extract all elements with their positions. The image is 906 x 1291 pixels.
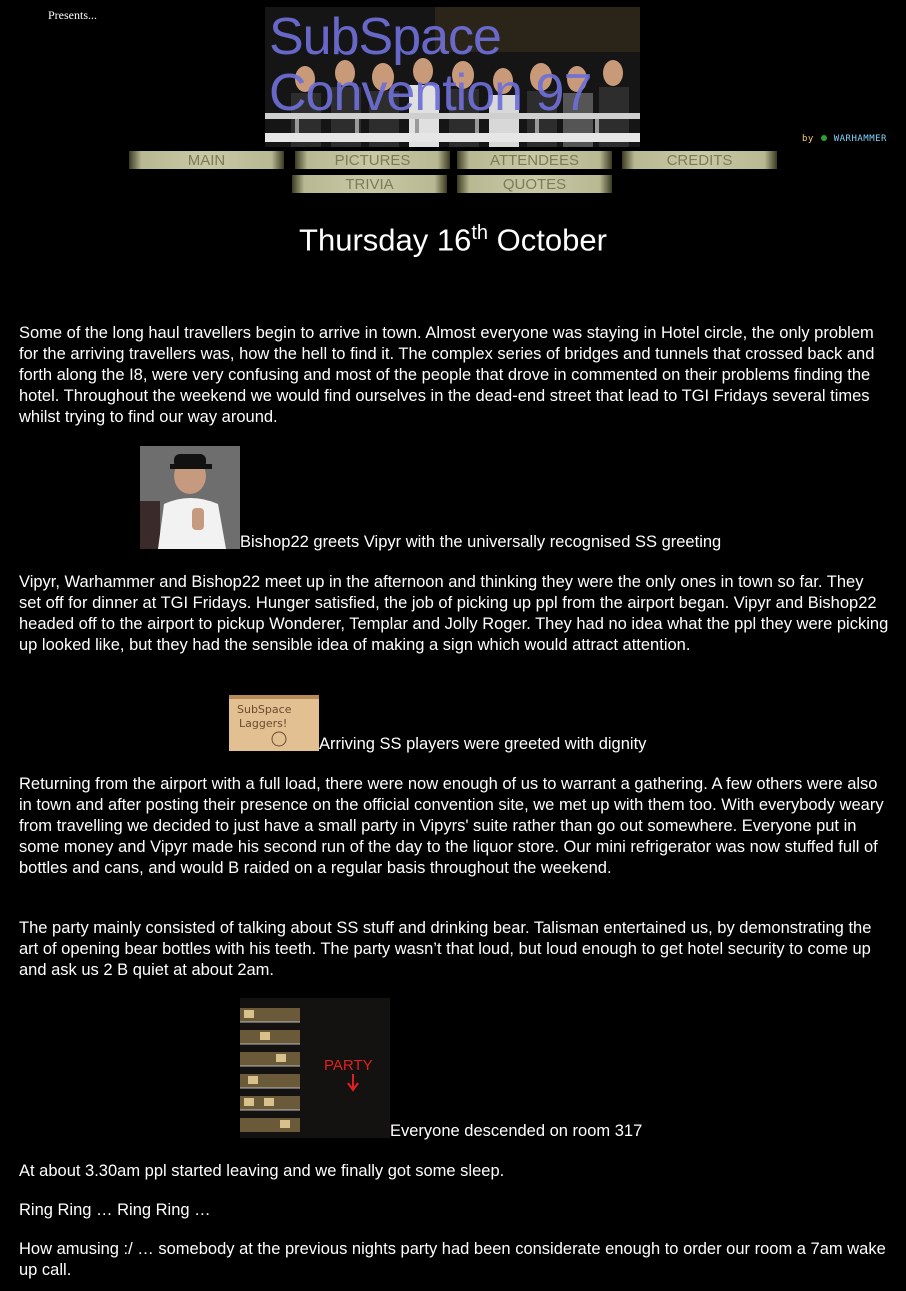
paragraph-party: The party mainly consisted of talking about SS stuff and drinking bear. Talisman entertained us, by demonstrating the art of opening bear bottles with his teeth. The party wasn’t that loud, but loud enough to get hotel security to come up and ask us 2 B quiet at about 2am. (19, 919, 872, 979)
nav-credits-button[interactable]: CREDITS (622, 151, 777, 169)
paragraph-ring: Ring Ring … Ring Ring … (19, 1201, 211, 1219)
banner-title-line1: SubSpace (269, 8, 501, 66)
palm-icon (821, 135, 827, 141)
caption-sign: Arriving SS players were greeted with dignity (319, 735, 647, 753)
caption-hotel: Everyone descended on room 317 (390, 1122, 643, 1140)
sign-text-line1: SubSpace (237, 703, 292, 716)
party-sign-text: PARTY (324, 1057, 373, 1074)
page-title-suffix: th (471, 222, 489, 244)
hotel-image (240, 998, 390, 1138)
banner-title (269, 9, 591, 121)
sign-text-line2: Laggers! (239, 717, 288, 730)
paragraph-gathering: Returning from the airport with a full load, there were now enough of us to warrant a gathering. A few others were also in town and after posting their presence on the official convention site, we met up with them too. With everybody weary from travelling we decided to just have a small party in Vipyrs' suite rather than go out somewhere. Everyone put in some money and Vipyr made his second run of the day to the liquor store. Our mini refrigerator was now stuffed full of bottles and cans, and would B raided on a regular basis throughout the weekend. (19, 775, 884, 877)
paragraph-wakeup: How amusing :/ … somebody at the previous nights party had been considerate enough to order our room a 7am wake up call. (19, 1240, 886, 1279)
bishop22-photo[interactable] (140, 446, 240, 549)
hotel-photo[interactable] (240, 998, 390, 1138)
nav-trivia-button[interactable]: TRIVIA (292, 175, 447, 193)
by-label: by (802, 134, 814, 144)
banner-title-line2: Convention 97 (269, 64, 592, 122)
nav-pictures-button[interactable]: PICTURES (295, 151, 450, 169)
paragraph-sleep: At about 3.30am ppl started leaving and we finally got some sleep. (19, 1162, 505, 1180)
page-title (0, 222, 906, 258)
laggers-sign-photo[interactable] (229, 695, 319, 751)
banner-image (265, 7, 640, 147)
caption-greeting: Bishop22 greets Vipyr with the universally recognised SS greeting (240, 533, 722, 551)
paragraph-arrival: Some of the long haul travellers begin to arrive in town. Almost everyone was staying in Hotel circle, the only problem for the arriving travellers was, how the hell to find it. The complex series of bridges and tunnels that crossed back and forth along the I8, were very confusing and most of the people that drove in commented on their problems finding the hotel. Throughout the weekend we would find ourselves in the dead-end street that lead to TGI Fridays several times whilst trying to find our way around. (19, 324, 875, 426)
nav-attendees-button[interactable]: ATTENDEES (457, 151, 612, 169)
bishop22-image (140, 446, 240, 549)
page-title-day: Thursday 16 (299, 222, 472, 258)
laggers-sign-image (229, 695, 319, 751)
author-credit (802, 134, 887, 144)
nav-main-button[interactable]: MAIN (129, 151, 284, 169)
nav-quotes-button[interactable]: QUOTES (457, 175, 612, 193)
photo-row-greeting (140, 446, 721, 549)
paragraph-airport: Vipyr, Warhammer and Bishop22 meet up in the afternoon and thinking they were the only ones in town so far. They set off for dinner at TGI Fridays. Hunger satisfied, the job of picking up ppl from the airport began. Vipyr and Bishop22 headed off to the airport to pickup Wonderer, Templar and Jolly Roger. They had no idea what the ppl they were picking up looked like, but they had the sensible idea of making a sign which would attract attention. (19, 573, 889, 654)
photo-row-hotel (240, 998, 642, 1138)
author-name: WARHAMMER (833, 134, 887, 144)
page-title-month: October (488, 222, 607, 258)
presents-label: Presents... (48, 8, 97, 22)
photo-row-sign (229, 695, 646, 751)
